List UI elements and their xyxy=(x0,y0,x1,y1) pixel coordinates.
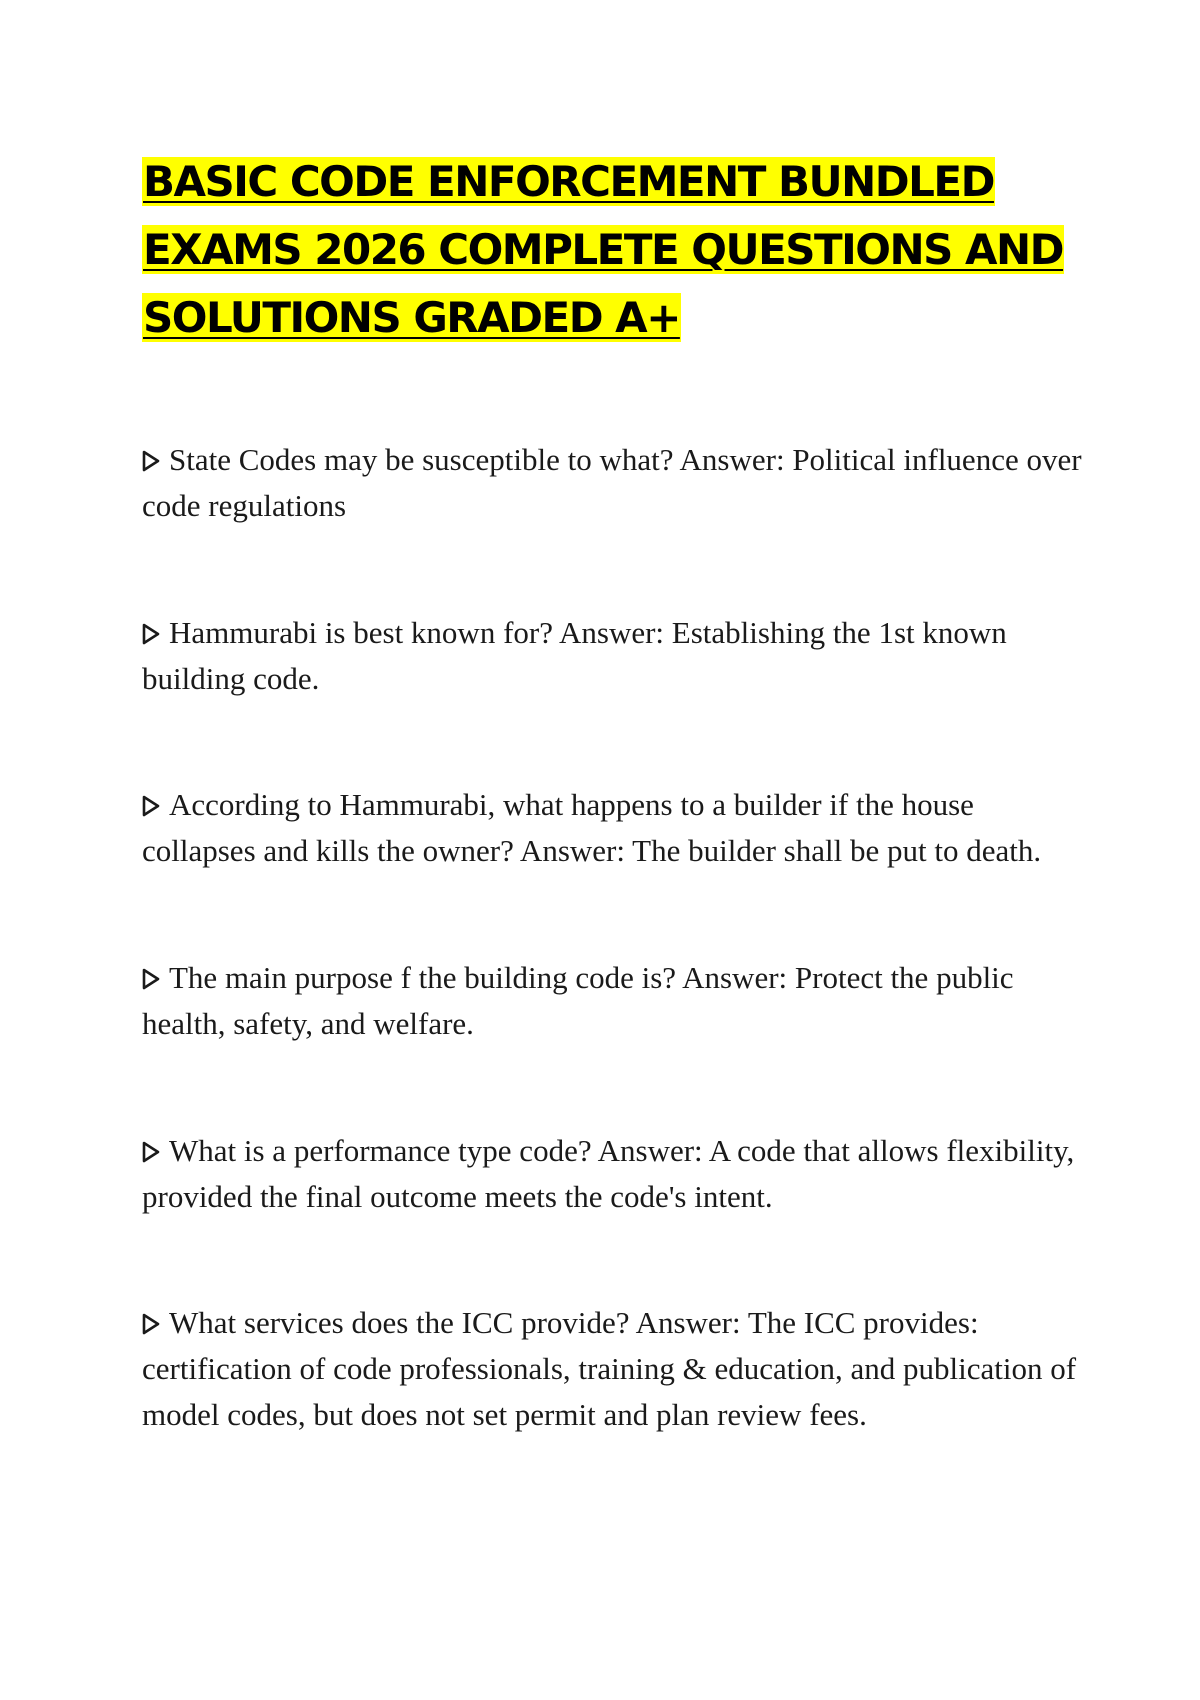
qa-item xyxy=(142,437,1082,529)
qa-item xyxy=(142,610,1082,702)
qa-item xyxy=(142,955,1082,1047)
play-arrow-icon xyxy=(142,1313,160,1335)
qa-item xyxy=(142,782,1082,874)
qa-item xyxy=(142,1128,1082,1220)
qa-text: According to Hammurabi, what happens to a builder if the house collapses and kills the owner? Answer: The builder shall be put to death. xyxy=(142,787,1042,868)
qa-text: What services does the ICC provide? Answer: The ICC provides: certification of code professionals, training & education, and publication of model codes, but does not set permit and plan review fees. xyxy=(142,1305,1077,1432)
document-title xyxy=(142,148,1072,352)
play-arrow-icon xyxy=(142,1141,160,1163)
qa-text: Hammurabi is best known for? Answer: Establishing the 1st known building code. xyxy=(142,615,1007,696)
qa-item xyxy=(142,1300,1082,1438)
play-arrow-icon xyxy=(142,623,160,645)
qa-text: State Codes may be susceptible to what? Answer: Political influence over code regulations xyxy=(142,442,1082,523)
play-arrow-icon xyxy=(142,450,160,472)
play-arrow-icon xyxy=(142,968,160,990)
title-highlight: BASIC CODE ENFORCEMENT BUNDLED EXAMS 2026 COMPLETE QUESTIONS AND SOLUTIONS GRADED A+ xyxy=(143,157,1064,342)
qa-text: The main purpose f the building code is? Answer: Protect the public health, safety, and welfare. xyxy=(142,960,1014,1041)
qa-text: What is a performance type code? Answer: A code that allows flexibility, provided the final outcome meets the code's intent. xyxy=(142,1133,1075,1214)
play-arrow-icon xyxy=(142,795,160,817)
